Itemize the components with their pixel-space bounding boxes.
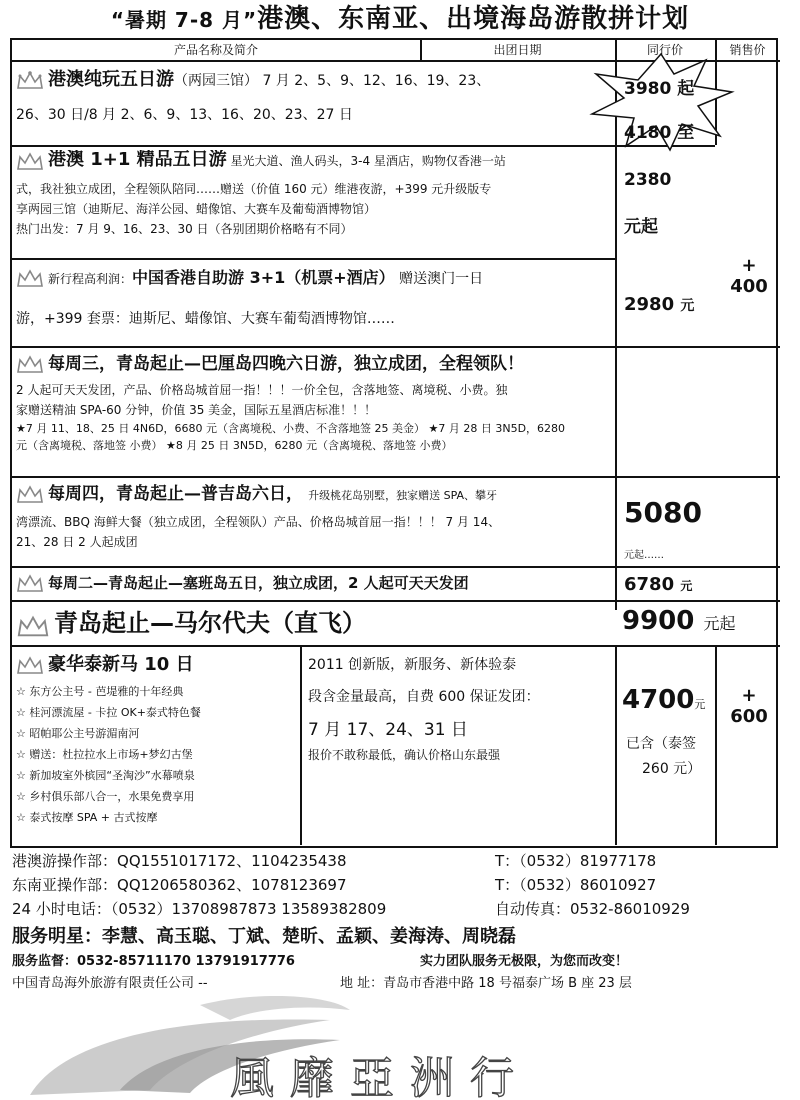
star-outline-icon: ☆ [16, 706, 30, 719]
product-prefix: 新行程高利润： [48, 272, 133, 286]
row-hk-1plus1 [16, 150, 614, 256]
departure-dates: 7 月 2、5、9、12、16、19、23、 [262, 73, 491, 89]
crown-icon [16, 573, 44, 595]
crown-icon [16, 151, 44, 173]
page-title [0, 0, 800, 38]
product-desc-4: 热门出发：7 月 9、16、23、30 日（各别团期价格略有不同） [16, 221, 353, 236]
feature-text: 昭帕耶公主号游湄南河 [29, 727, 140, 740]
feature-item [16, 681, 298, 702]
row-phuket [16, 482, 614, 564]
slogan: 实力团队服务无极限，为您而改变！ [420, 954, 629, 969]
sale-price-plus: + 600 [730, 685, 768, 727]
contact-sea: 东南亚操作部：QQ1206580362、1078123697 [12, 876, 347, 894]
row-saipan [16, 570, 614, 598]
feature-text: 赠送：杜拉拉水上市场+梦幻古堡 [29, 748, 193, 761]
contact-hotline: 24 小时电话：（0532）13708987873 13589382809 [12, 900, 387, 918]
row-thai-sg-my [16, 651, 298, 843]
peer-price: 4700元 [622, 685, 706, 715]
product-desc-3: 21、28 日 2 人起成团 [16, 535, 138, 549]
crown-icon [16, 484, 44, 506]
peer-price: 2980 元 [624, 294, 695, 315]
row-hk-self-guided [16, 264, 614, 344]
product-desc-2: 游，+399 套票：迪斯尼、蜡像馆、大赛车葡萄酒博物馆…… [16, 311, 395, 327]
svg-text:風靡亞洲行: 風靡亞洲行 [230, 1053, 530, 1100]
peer-price-unit: 元起 [624, 217, 658, 237]
feature-text: 东方公主号 - 芭堤雅的十年经典 [29, 685, 184, 698]
product-desc: 升级桃花岛别墅，独家赠送 SPA、攀牙 [308, 489, 498, 502]
feature-text: 桂河漂流屋 - 卡拉 OK+泰式特色餐 [29, 706, 201, 719]
header-sale-price: 销售价 [729, 43, 766, 57]
header-product: 产品名称及简介 [173, 43, 258, 57]
feature-item [16, 723, 298, 744]
company-name: 中国青岛海外旅游有限责任公司 -- [12, 976, 208, 991]
product-name: 中国香港自助游 3+1（机票+酒店） [132, 268, 395, 287]
header-peer-price: 同行价 [646, 43, 683, 57]
peer-price: 6780 元 [624, 574, 693, 595]
crown-icon [16, 70, 44, 92]
row-maldives [16, 606, 614, 644]
peer-price: 9900 元起 [622, 606, 736, 636]
feature-text: 乡村俱乐部八合一，水果免费享用 [29, 790, 195, 803]
product-line-4: 元（含离境税、落地签 小费） ★8 月 25 日 3N5D，6280 元（含离境税、落地签 小费） [16, 439, 453, 452]
feature-list [16, 681, 298, 828]
peer-price-to: 4180 至 [624, 123, 695, 143]
feature-item [16, 765, 298, 786]
row-bali [16, 352, 776, 474]
feature-text: 泰式按摩 SPA + 古式按摩 [29, 811, 158, 824]
mid-line-4: 报价不敢称最低，确认价格山东最强 [308, 748, 501, 762]
product-desc-2: 湾漂流、BBQ 海鲜大餐（独立成团，全程领队）产品、价格岛城首屈一指！！！ 7 月 14、 [16, 515, 501, 529]
feature-text: 新加坡室外槟园“圣淘沙”水幕喷泉 [29, 769, 195, 782]
title-main: 港澳、东南亚、出境海岛游散拼计划 [257, 4, 690, 34]
mid-line-3: 7 月 17、24、31 日 [308, 720, 468, 740]
crown-icon [16, 614, 50, 640]
sale-price-plus: + 400 [730, 255, 768, 297]
product-banner: 每周三，青岛起止—巴厘岛四晚六日游，独立成团，全程领队！ [48, 354, 524, 374]
product-name: 青岛起止—马尔代夫（直飞） [54, 609, 366, 637]
price-note-2: 260 元） [642, 761, 702, 777]
departure-dates-cont: 26、30 日/8 月 2、6、9、13、16、20、23、27 日 [16, 107, 353, 123]
feature-item [16, 786, 298, 807]
star-outline-icon: ☆ [16, 790, 30, 803]
company-logo [0, 985, 800, 1100]
star-outline-icon: ☆ [16, 769, 30, 782]
crown-icon [16, 268, 44, 290]
service-stars: 服务明星：李慧、高玉聪、丁斌、楚昕、孟颖、姜海涛、周晓磊 [12, 926, 516, 947]
contact-sea-tel: T：（0532）86010927 [495, 876, 657, 894]
star-outline-icon: ☆ [16, 685, 30, 698]
title-prefix: “暑期 7-8 月” [110, 8, 258, 32]
row-hk-macau-5day [16, 66, 616, 144]
contact-hk-tel: T：（0532）81977178 [495, 852, 657, 870]
crown-icon [16, 354, 44, 376]
header-dates: 出团日期 [493, 43, 542, 57]
company-address: 地 址：青岛市香港中路 18 号福泰广场 B 座 23 层 [340, 976, 632, 991]
peer-price: 2380 [624, 170, 672, 190]
product-banner: 每周二—青岛起止—塞班岛五日，独立成团，2 人起可天天发团 [48, 574, 469, 592]
contact-fax: 自动传真：0532-86010929 [495, 900, 690, 918]
product-desc: 赠送澳门一日 [399, 271, 484, 287]
feature-item [16, 744, 298, 765]
peer-price: 5080 [624, 496, 702, 529]
product-name: 港澳 1+1 精品五日游 [48, 150, 227, 170]
feature-item [16, 702, 298, 723]
product-middle-info [308, 651, 610, 843]
contact-hk: 港澳游操作部：QQ1551017172、1104235438 [12, 852, 347, 870]
product-desc-2: 式，我社独立成团，全程领队陪同……赠送（价值 160 元）维港夜游，+399 元升级版专 [16, 181, 492, 196]
crown-icon [16, 655, 44, 677]
mid-line-2: 段含金量最高，自费 600 保证发团： [308, 689, 540, 705]
star-outline-icon: ☆ [16, 727, 30, 740]
product-line-2: 家赠送精油 SPA-60 分钟，价值 35 美金，国际五星酒店标准！！！ [16, 403, 377, 417]
itinerary-table [10, 38, 778, 848]
product-note: （两园三馆） [174, 73, 258, 89]
price-note-1: 已含（泰签 [626, 736, 696, 752]
product-line-3: ★7 月 11、18、25 日 4N6D，6680 元（含离境税、小费、不含落地签 25 美金） ★7 月 28 日 3N5D，6280 [16, 422, 566, 435]
product-line-1: 2 人起可天天发团，产品、价格岛城首屈一指！！！一价全包，含落地签、离境税、小费。独 [16, 383, 508, 397]
star-outline-icon: ☆ [16, 811, 30, 824]
mid-line-1: 2011 创新版，新服务、新体验泰 [308, 657, 517, 673]
product-desc-3: 享两园三馆（迪斯尼、海洋公园、蜡像馆、大赛车及葡萄酒博物馆） [16, 201, 377, 216]
peer-price-from: 3980 起 [624, 79, 695, 99]
product-name: 豪华泰新马 10 日 [48, 654, 194, 675]
product-desc: 星光大道、渔人码头，3-4 星酒店，购物仅香港一站 [230, 154, 506, 168]
peer-price-unit: 元起…… [624, 550, 664, 561]
service-supervise: 服务监督：0532-85711170 13791917776 [12, 954, 295, 969]
product-banner: 每周四，青岛起止—普吉岛六日， [48, 484, 303, 504]
product-name: 港澳纯玩五日游 [48, 69, 174, 90]
feature-item [16, 807, 298, 828]
star-outline-icon: ☆ [16, 748, 30, 761]
